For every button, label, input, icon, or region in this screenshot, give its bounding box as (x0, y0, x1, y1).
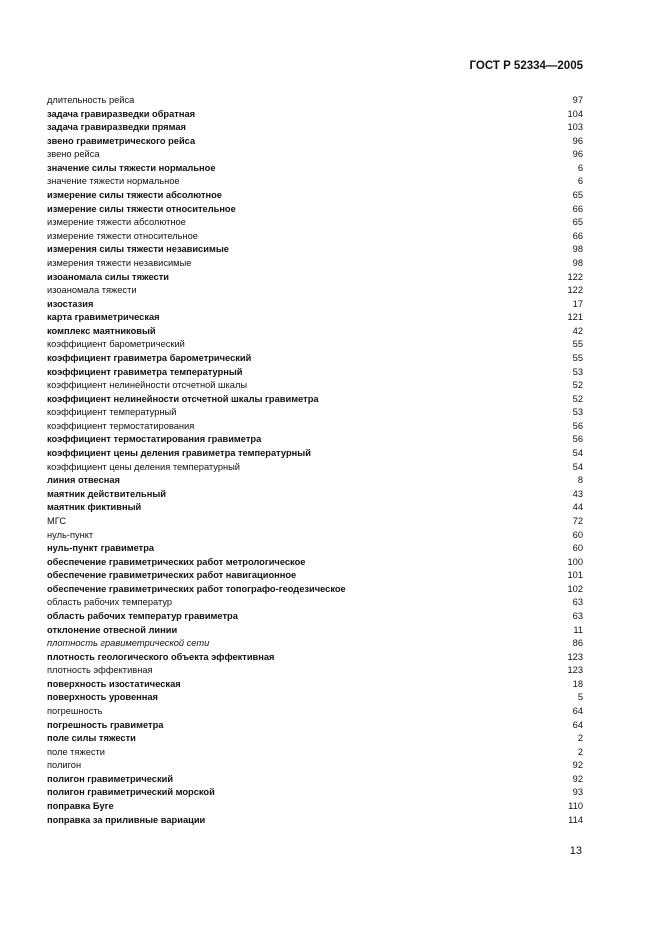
index-page-ref: 122 (567, 285, 583, 296)
index-term: полигон гравиметрический морской (47, 787, 215, 798)
index-page-ref: 122 (567, 271, 583, 282)
index-entry (47, 583, 583, 597)
index-page-ref: 114 (568, 814, 583, 825)
index-term: изоаномала силы тяжести (47, 271, 169, 282)
index-term: погрешность гравиметра (47, 719, 164, 730)
index-term: измерение силы тяжести абсолютное (47, 190, 222, 201)
index-entry (47, 271, 583, 285)
index-page-ref: 65 (572, 190, 583, 201)
index-term: МГС (47, 515, 67, 526)
index-page-ref: 2 (577, 746, 583, 757)
index-entry (47, 637, 583, 651)
index-term: коэффициент термостатирования (47, 420, 195, 431)
index-entry (47, 393, 583, 407)
index-term: измерение силы тяжести относительное (47, 203, 236, 214)
term-index (47, 94, 583, 827)
index-page-ref: 60 (572, 543, 583, 554)
index-page-ref: 93 (572, 787, 583, 798)
index-term: нуль-пункт гравиметра (47, 543, 155, 554)
index-term: задача гравиразведки прямая (47, 122, 186, 133)
index-entry (47, 664, 583, 678)
index-entry (47, 461, 583, 475)
index-entry (47, 501, 583, 515)
index-page-ref: 102 (567, 583, 583, 594)
index-entry (47, 719, 583, 733)
index-page-ref: 103 (567, 122, 583, 133)
index-term: звено рейса (47, 149, 100, 160)
index-term: комплекс маятниковый (47, 325, 156, 336)
index-entry (47, 352, 583, 366)
index-term: коэффициент нелинейности отсчетной шкалы (47, 380, 248, 391)
index-page-ref: 54 (572, 461, 583, 472)
index-entry (47, 257, 583, 271)
index-term: погрешность (47, 706, 103, 717)
index-entry (47, 298, 583, 312)
index-entry (47, 814, 583, 828)
index-page-ref: 100 (567, 556, 583, 567)
index-term: полигон (47, 760, 82, 771)
index-page-ref: 55 (572, 352, 583, 363)
index-term: область рабочих температур (47, 597, 173, 608)
index-page-ref: 121 (567, 312, 583, 323)
index-entry (47, 569, 583, 583)
index-page-ref: 98 (572, 257, 583, 268)
index-page-ref: 66 (572, 230, 583, 241)
index-term: плотность эффективная (47, 665, 153, 676)
index-entry (47, 311, 583, 325)
index-entry (47, 773, 583, 787)
index-page-ref: 101 (567, 570, 583, 581)
index-term: коэффициент барометрический (47, 339, 185, 350)
index-entry (47, 325, 583, 339)
index-term: отклонение отвесной линии (47, 624, 178, 635)
index-page-ref: 63 (572, 610, 583, 621)
index-entry (47, 732, 583, 746)
index-page-ref: 65 (572, 217, 583, 228)
index-entry (47, 529, 583, 543)
index-page-ref: 64 (572, 706, 583, 717)
index-page-ref: 72 (572, 515, 583, 526)
index-entry (47, 691, 583, 705)
index-term: поверхность уровенная (47, 692, 158, 703)
index-entry (47, 420, 583, 434)
index-entry (47, 678, 583, 692)
index-term: коэффициент температурный (47, 407, 177, 418)
index-term: плотность геологического объекта эффективная (47, 651, 275, 662)
index-entry (47, 556, 583, 570)
index-page-ref: 97 (572, 95, 583, 105)
index-term: поправка Буге (47, 801, 114, 812)
index-page-ref: 86 (572, 638, 583, 649)
index-term: полигон гравиметрический (47, 773, 174, 784)
index-entry (47, 338, 583, 352)
index-term: поправка за приливные вариации (47, 814, 206, 825)
index-term: обеспечение гравиметрических работ навигационное (47, 570, 297, 581)
index-page-ref: 92 (572, 773, 583, 784)
index-entry (47, 786, 583, 800)
index-term: линия отвесная (47, 475, 120, 486)
index-entry (47, 515, 583, 529)
index-term: измерения силы тяжести независимые (47, 244, 229, 255)
index-page-ref: 53 (572, 366, 583, 377)
index-entry (47, 135, 583, 149)
index-term: плотность гравиметрической сети (47, 638, 210, 649)
index-entry (47, 162, 583, 176)
index-page-ref: 2 (577, 733, 583, 744)
index-term: карта гравиметрическая (47, 312, 160, 323)
index-page-ref: 98 (572, 244, 583, 255)
index-term: обеспечение гравиметрических работ метрологическое (47, 556, 306, 567)
index-term: коэффициент цены деления температурный (47, 461, 241, 472)
index-entry (47, 624, 583, 638)
index-page-ref: 92 (572, 760, 583, 771)
index-entry (47, 746, 583, 760)
index-entry (47, 203, 583, 217)
index-page-ref: 56 (572, 434, 583, 445)
index-term: поле силы тяжести (47, 733, 136, 744)
index-entry (47, 800, 583, 814)
index-page-ref: 64 (572, 719, 583, 730)
index-term: задача гравиразведки обратная (47, 108, 196, 119)
index-page-ref: 66 (572, 203, 583, 214)
index-term: нуль-пункт (47, 529, 94, 540)
index-page-ref: 96 (572, 135, 583, 146)
index-term: длительность рейса (47, 95, 135, 105)
index-entry (47, 651, 583, 665)
index-entry (47, 379, 583, 393)
page-number: 13 (569, 845, 582, 857)
index-entry (47, 94, 583, 108)
index-term: область рабочих температур гравиметра (47, 610, 238, 621)
index-entry (47, 610, 583, 624)
index-entry (47, 284, 583, 298)
index-page-ref: 60 (572, 529, 583, 540)
index-page-ref: 6 (577, 176, 583, 187)
index-entry (47, 148, 583, 162)
index-term: коэффициент гравиметра барометрический (47, 352, 252, 363)
index-page-ref: 123 (567, 665, 583, 676)
index-page-ref: 43 (572, 488, 583, 499)
index-entry (47, 189, 583, 203)
index-term: маятник фиктивный (47, 502, 142, 513)
index-term: коэффициент гравиметра температурный (47, 366, 243, 377)
index-page-ref: 11 (573, 624, 583, 635)
index-term: измерения тяжести независимые (47, 257, 192, 268)
index-term: коэффициент нелинейности отсчетной шкалы гравиметра (47, 393, 319, 404)
index-entry (47, 366, 583, 380)
index-page-ref: 52 (572, 393, 583, 404)
index-page-ref: 6 (577, 162, 583, 173)
index-term: коэффициент термостатирования гравиметра (47, 434, 262, 445)
index-term: значение силы тяжести нормальное (47, 162, 216, 173)
index-term: коэффициент цены деления гравиметра температурный (47, 448, 311, 459)
index-page-ref: 104 (567, 108, 583, 119)
index-term: поверхность изостатическая (47, 678, 181, 689)
index-term: измерение тяжести относительное (47, 230, 198, 241)
index-page-ref: 42 (572, 325, 583, 336)
index-term: маятник действительный (47, 488, 167, 499)
index-page-ref: 56 (572, 420, 583, 431)
index-entry (47, 175, 583, 189)
index-page-ref: 63 (572, 597, 583, 608)
index-term: обеспечение гравиметрических работ топографо-геодезическое (47, 583, 346, 594)
index-entry (47, 596, 583, 610)
index-page-ref: 17 (572, 298, 583, 309)
index-page-ref: 53 (572, 407, 583, 418)
index-page-ref: 8 (577, 475, 583, 486)
index-page-ref: 52 (572, 380, 583, 391)
index-entry (47, 542, 583, 556)
index-entry (47, 759, 583, 773)
index-term: изоаномала тяжести (47, 285, 137, 296)
index-entry (47, 243, 583, 257)
index-page-ref: 44 (572, 502, 583, 513)
index-entry (47, 447, 583, 461)
index-entry (47, 108, 583, 122)
index-entry (47, 121, 583, 135)
index-page-ref: 5 (577, 692, 583, 703)
index-entry (47, 433, 583, 447)
index-page-ref: 123 (567, 651, 583, 662)
index-page-ref: 18 (572, 678, 583, 689)
index-page-ref: 110 (568, 801, 583, 812)
index-term: измерение тяжести абсолютное (47, 217, 186, 228)
index-term: звено гравиметрического рейса (47, 135, 196, 146)
index-entry (47, 474, 583, 488)
index-page-ref: 96 (572, 149, 583, 160)
index-entry (47, 705, 583, 719)
index-term: поле тяжести (47, 746, 105, 757)
index-page-ref: 54 (572, 448, 583, 459)
index-entry (47, 230, 583, 244)
index-entry (47, 488, 583, 502)
index-entry (47, 406, 583, 420)
index-entry (47, 216, 583, 230)
document-code: ГОСТ Р 52334—2005 (469, 60, 583, 72)
index-page-ref: 55 (572, 339, 583, 350)
index-term: изостазия (47, 298, 94, 309)
index-term: значение тяжести нормальное (47, 176, 180, 187)
